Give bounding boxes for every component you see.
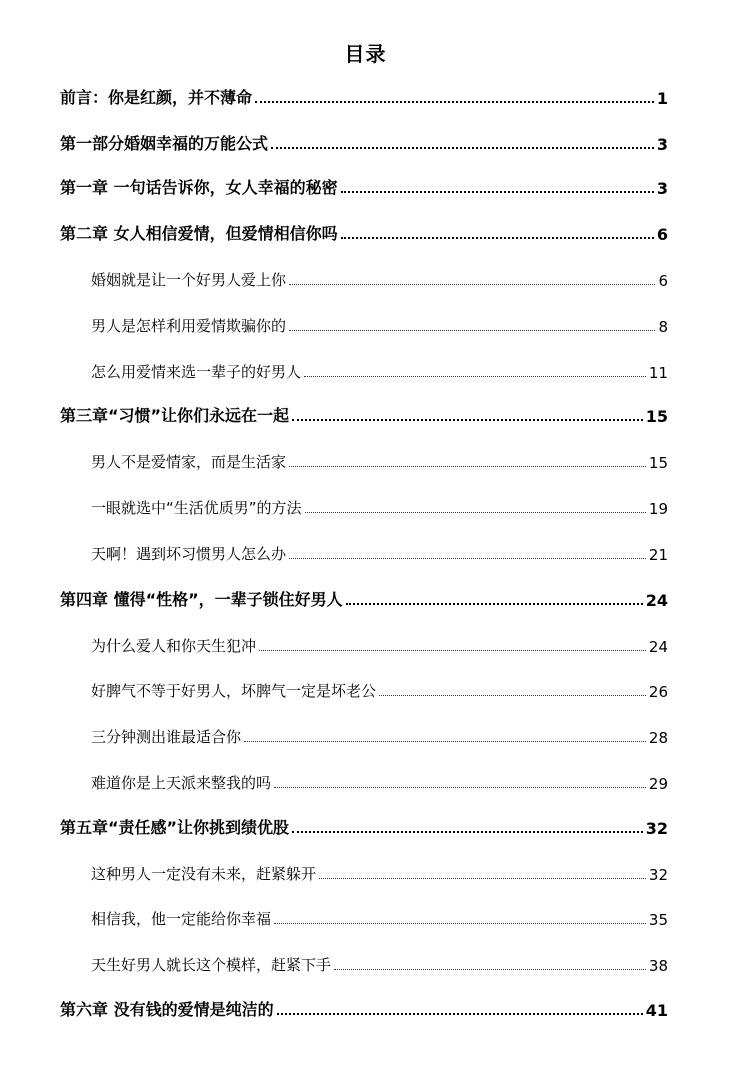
- dot-leader: [289, 466, 646, 467]
- toc-entry[interactable]: [91, 268, 668, 290]
- toc-entry-page: 21: [648, 546, 668, 564]
- toc-entry-label: 第五章“责任感”让你挑到绩优股: [60, 818, 290, 837]
- dot-leader: [271, 147, 654, 149]
- dot-leader: [346, 603, 643, 605]
- toc-entry-page: 1: [656, 89, 668, 108]
- toc-entry-label: 男人是怎样利用爱情欺骗你的: [91, 317, 287, 335]
- dot-leader: [244, 741, 646, 742]
- toc-entry-label: 第六章 没有钱的爱情是纯洁的: [60, 1000, 274, 1019]
- toc-entry-page: 11: [648, 364, 668, 382]
- toc-entry[interactable]: [60, 588, 668, 610]
- dot-leader: [289, 558, 646, 559]
- dot-leader: [277, 1013, 643, 1015]
- toc-entry-page: 32: [645, 819, 668, 838]
- dot-leader: [341, 237, 654, 239]
- dot-leader: [304, 376, 646, 377]
- toc-entry[interactable]: [60, 222, 668, 244]
- toc-entry[interactable]: [91, 496, 668, 518]
- dot-leader: [319, 878, 646, 879]
- toc-entry-label: 前言：你是红颜，并不薄命: [60, 88, 253, 107]
- toc-entry-page: 38: [648, 957, 668, 975]
- toc-entry-page: 15: [648, 454, 668, 472]
- dot-leader: [289, 284, 655, 285]
- toc-entry[interactable]: [91, 450, 668, 472]
- toc-entry[interactable]: [60, 998, 668, 1020]
- toc-entry[interactable]: [91, 314, 668, 336]
- toc-entry[interactable]: [60, 816, 668, 838]
- toc-entry[interactable]: [91, 953, 668, 975]
- dot-leader: [379, 695, 646, 696]
- toc-entry-page: 41: [645, 1001, 668, 1020]
- toc-entry-page: 19: [648, 500, 668, 518]
- dot-leader: [305, 512, 646, 513]
- toc-entry[interactable]: [60, 404, 668, 426]
- toc-entry-label: 好脾气不等于好男人，坏脾气一定是坏老公: [91, 682, 377, 700]
- toc-entry-label: 一眼就选中“生活优质男”的方法: [91, 499, 302, 517]
- toc-entry-label: 天生好男人就长这个模样，赶紧下手: [91, 956, 332, 974]
- toc-entry-page: 8: [658, 318, 668, 336]
- toc-entry[interactable]: [60, 86, 668, 108]
- toc-entry-page: 6: [658, 272, 668, 290]
- toc-entry[interactable]: [91, 907, 668, 929]
- toc-entry[interactable]: [91, 542, 668, 564]
- toc-entry-page: 3: [656, 179, 668, 198]
- toc-entry[interactable]: [91, 771, 668, 793]
- toc-entry[interactable]: [60, 132, 668, 154]
- toc-entry-page: 26: [648, 683, 668, 701]
- page-title: 目录: [344, 42, 387, 66]
- toc-entry-label: 三分钟测出谁最适合你: [91, 728, 242, 746]
- toc-entry-label: 难道你是上天派来整我的吗: [91, 774, 272, 792]
- toc-entry-page: 32: [648, 866, 668, 884]
- toc-entry-label: 为什么爱人和你天生犯冲: [91, 637, 257, 655]
- toc-entry-label: 第四章 懂得“性格”，一辈子锁住好男人: [60, 590, 343, 609]
- toc-entry[interactable]: [91, 725, 668, 747]
- dot-leader: [274, 787, 646, 788]
- toc-entry-label: 这种男人一定没有未来，赶紧躲开: [91, 865, 317, 883]
- toc-entry-label: 相信我，他一定能给你幸福: [91, 910, 272, 928]
- toc-entry-page: 29: [648, 775, 668, 793]
- dot-leader: [255, 101, 654, 103]
- toc-entry-label: 天啊！遇到坏习惯男人怎么办: [91, 545, 287, 563]
- dot-leader: [259, 650, 646, 651]
- toc-entry[interactable]: [91, 862, 668, 884]
- toc-entry-page: 35: [648, 911, 668, 929]
- dot-leader: [334, 969, 646, 970]
- dot-leader: [292, 831, 643, 833]
- toc-entry-label: 怎么用爱情来选一辈子的好男人: [91, 363, 302, 381]
- toc-entry-label: 第一章 一句话告诉你，女人幸福的秘密: [60, 178, 338, 197]
- dot-leader: [341, 191, 654, 193]
- toc-entry-page: 24: [645, 591, 668, 610]
- toc-entry-page: 3: [656, 135, 668, 154]
- toc-entry-page: 15: [645, 407, 668, 426]
- toc-entry-label: 第二章 女人相信爱情，但爱情相信你吗: [60, 224, 338, 243]
- toc-entry-page: 6: [656, 225, 668, 244]
- toc-entry[interactable]: [91, 634, 668, 656]
- toc-entry[interactable]: [91, 679, 668, 701]
- toc-entry-label: 第三章“习惯”让你们永远在一起: [60, 406, 290, 425]
- toc-entry-label: 婚姻就是让一个好男人爱上你: [91, 271, 287, 289]
- toc-entry-page: 28: [648, 729, 668, 747]
- dot-leader: [274, 923, 646, 924]
- dot-leader: [292, 419, 643, 421]
- toc-entry[interactable]: [91, 360, 668, 382]
- toc-entry-label: 男人不是爱情家，而是生活家: [91, 453, 287, 471]
- dot-leader: [289, 330, 655, 331]
- toc-entry-label: 第一部分婚姻幸福的万能公式: [60, 134, 269, 153]
- toc-entry-page: 24: [648, 638, 668, 656]
- toc-entry[interactable]: [60, 176, 668, 198]
